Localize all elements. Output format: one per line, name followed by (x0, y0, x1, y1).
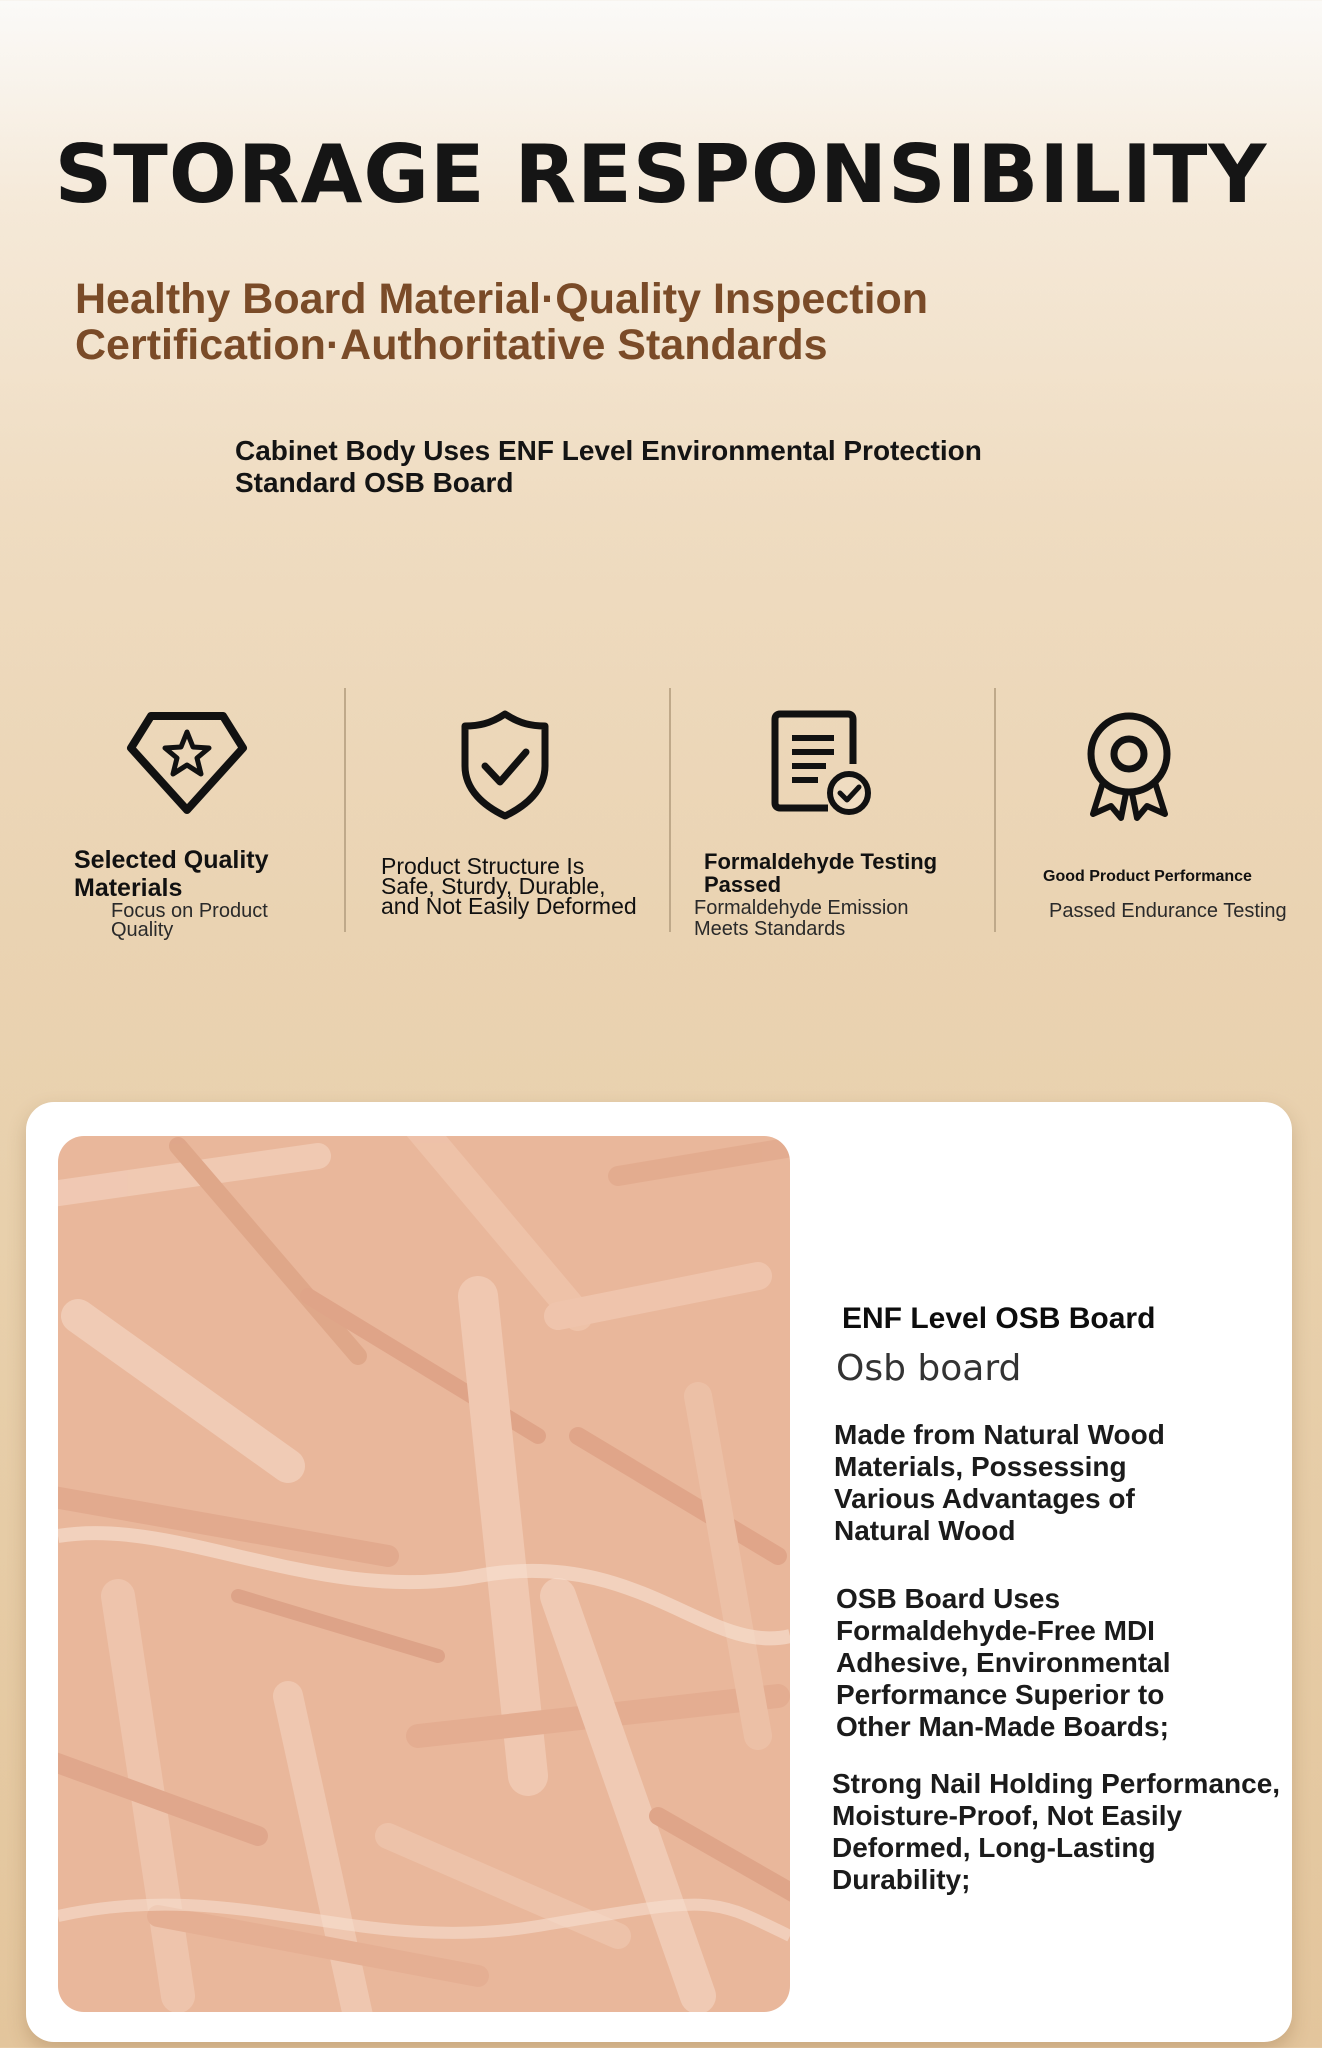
feature-performance (1015, 690, 1322, 960)
subtitle (75, 276, 928, 368)
diamond-star-icon (125, 710, 249, 816)
card-paragraph: Strong Nail Holding Performance, Moisture-Proof, Not Easily Deformed, Long-Lasting Durability; (832, 1768, 1281, 1895)
subtitle-line-2: Certification·Authoritative Standards (75, 321, 828, 369)
card-title: ENF Level OSB Board (842, 1302, 1156, 1335)
feature-title: Good Product Performance (1043, 868, 1252, 885)
intro-line-1: Cabinet Body Uses ENF Level Environmental Protection (235, 435, 982, 466)
subtitle-line-1: Healthy Board Material·Quality Inspection (75, 275, 929, 323)
divider (344, 688, 346, 932)
feature-desc: Product Structure Is Safe, Sturdy, Durable, and Not Easily Deformed (381, 853, 637, 919)
card-subtitle: Osb board (836, 1348, 1022, 1389)
shield-check-icon (460, 710, 550, 820)
feature-desc: Focus on Product Quality (111, 900, 268, 941)
feature-formaldehyde (690, 690, 1015, 960)
intro-line-2: Standard OSB Board (235, 467, 514, 498)
feature-desc: Passed Endurance Testing (1049, 900, 1287, 922)
feature-desc: Formaldehyde Emission Meets Standards (694, 897, 909, 940)
osb-board-image (58, 1136, 790, 2012)
page-title: STORAGE RESPONSIBILITY (54, 128, 1268, 221)
document-check-icon (770, 710, 874, 820)
intro-text (235, 435, 982, 499)
feature-title: Formaldehyde Testing Passed (704, 849, 938, 897)
osb-info-card (26, 1102, 1292, 2042)
feature-structure (365, 690, 690, 960)
divider (669, 688, 671, 932)
award-badge-icon (1081, 710, 1177, 822)
card-paragraph: OSB Board Uses Formaldehyde-Free MDI Adhesive, Environmental Performance Superior to Other Man-Made Boards; (836, 1583, 1171, 1742)
feature-selected-materials (55, 690, 380, 960)
card-paragraph: Made from Natural Wood Materials, Possessing Various Advantages of Natural Wood (834, 1419, 1165, 1546)
divider (994, 688, 996, 932)
feature-title: Selected Quality Materials (74, 846, 269, 902)
